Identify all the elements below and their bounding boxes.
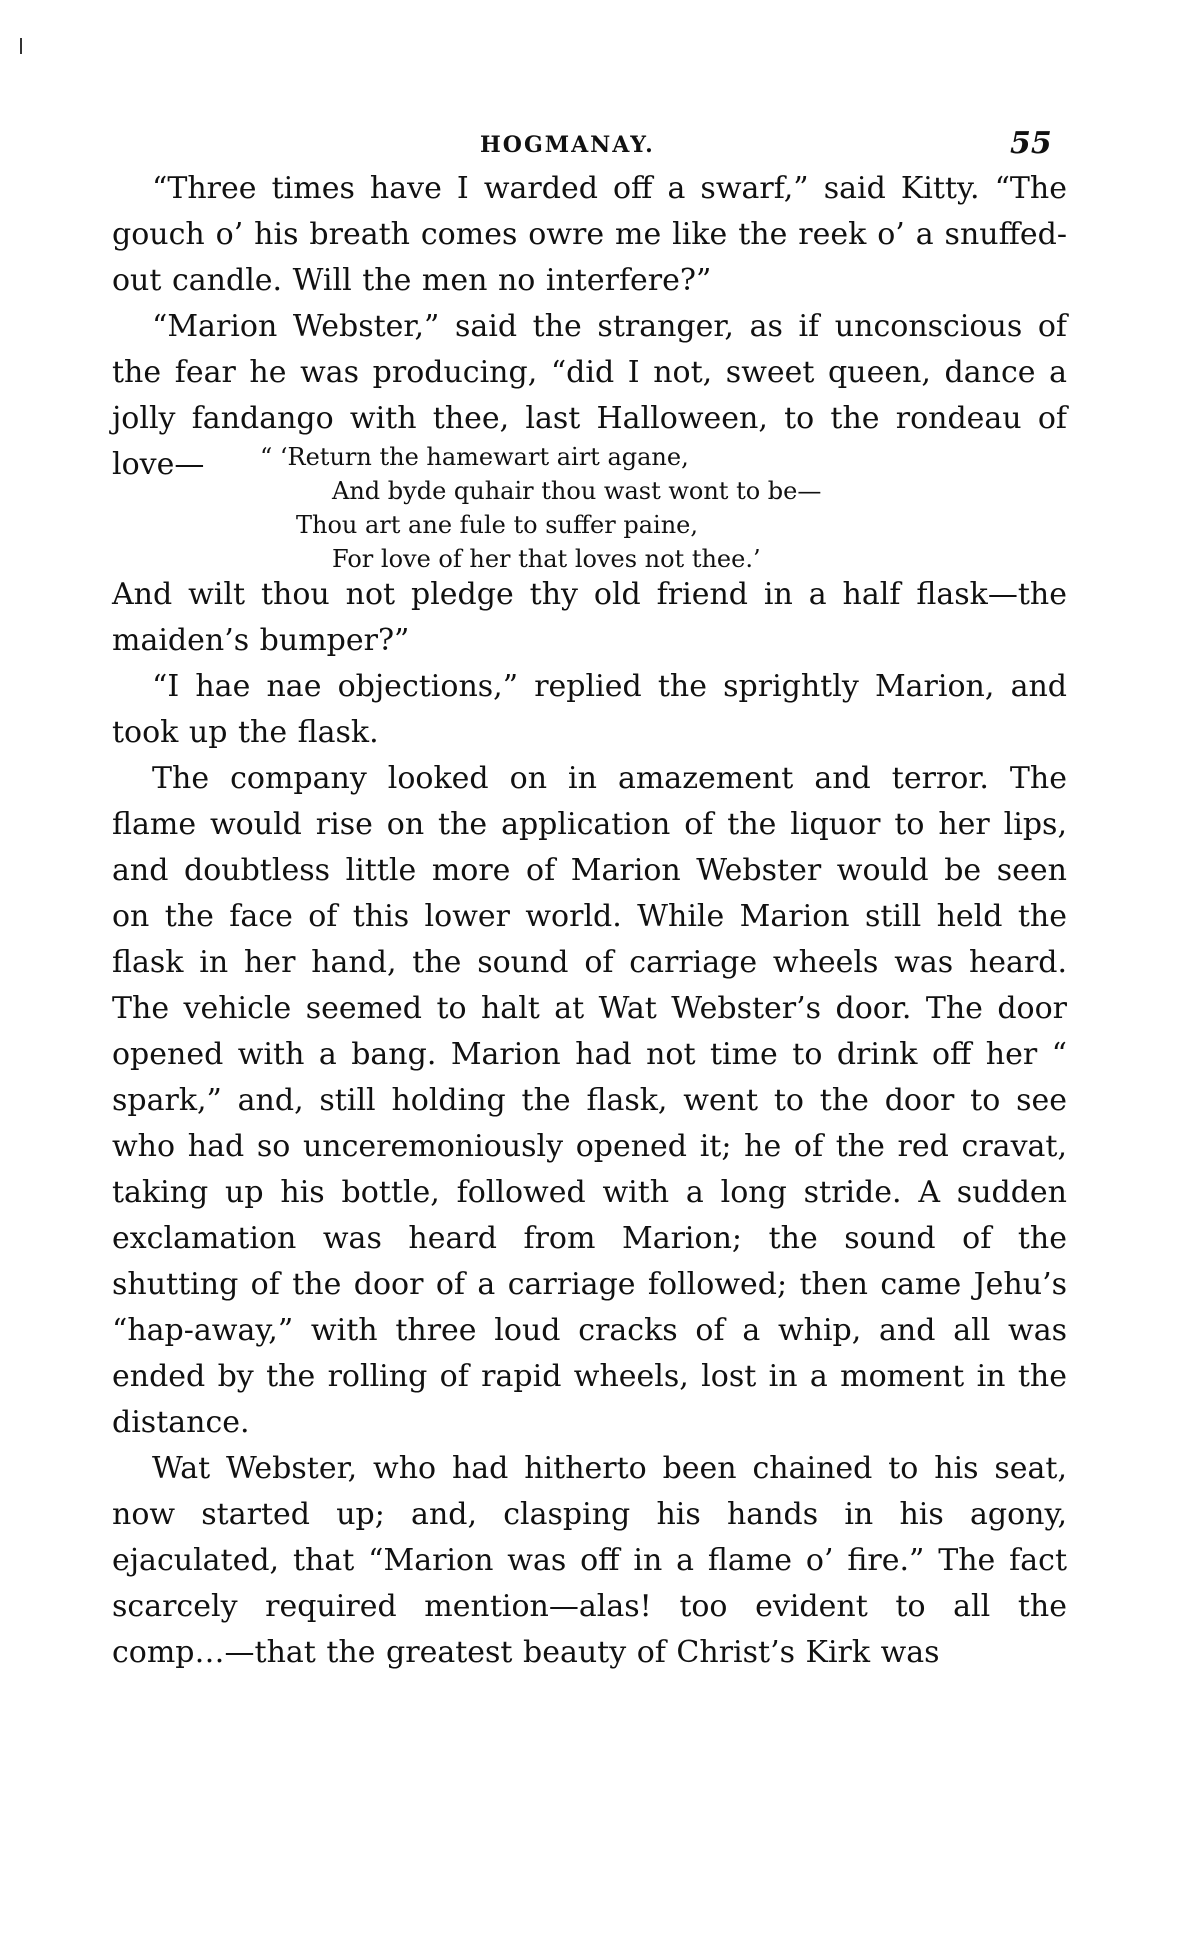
text-block-lower [112,572,1067,1676]
paragraph-marion-reply: “I hae nae objections,” replied the sprightly Marion, and took up the flask. [112,669,1067,750]
paragraph-wat-webster: Wat Webster, who had hitherto been chained to his seat, now started up; and, clasping his hands in his agony, ejaculated, that “Marion was off in a flame o’ fire.” The fact scarcely required mention—alas! too evident to all the comp…—that the greatest beauty of Christ’s Kirk was [112,1451,1067,1670]
page-number: 55 [1010,126,1052,161]
paragraph-stranger: “Marion Webster,” said the stranger, as if unconscious of the fear he was producing, “did I not, sweet queen, dance a jolly fandango with thee, last Halloween, to the rondeau of love— [112,309,1067,482]
paragraph-pledge: And wilt thou not pledge thy old friend in a half flask—the maiden’s bumper?” [112,577,1067,658]
verse-line: For love of her that loves not thee.’ [332,545,761,573]
margin-mark [20,38,22,54]
paragraph-kitty: “Three times have I warded off a swarf,” said Kitty. “The gouch o’ his breath comes owre me like the reek o’ a snuffed-out candle. Will the men no interfere?” [112,171,1067,298]
verse-line: “ ‘Return the hamewart airt agane, [260,443,689,471]
verse-line: Thou art ane fule to suffer paine, [296,511,698,539]
running-title: HOGMANAY. [480,132,655,158]
verse-block [260,440,960,576]
verse-line: And byde quhair thou wast wont to be— [332,477,822,505]
paragraph-carriage: The company looked on in amazement and terror. The flame would rise on the application of the liquor to her lips, and doubtless little more of Marion Webster would be seen on the face of this lower world. While Marion still held the flask in her hand, the sound of carriage wheels was heard. The vehicle seemed to halt at Wat Webster’s door. The door opened with a bang. Marion had not time to drink off her “ spark,” and, still holding the flask, went to the door to see who had so unceremoniously opened it; he of the red cravat, taking up his bottle, followed with a long stride. A sudden exclamation was heard from Marion; the sound of the shutting of the door of a carriage followed; then came Jehu’s “hap-away,” with three loud cracks of a whip, and all was ended by the rolling of rapid wheels, lost in a moment in the distance. [112,761,1067,1440]
